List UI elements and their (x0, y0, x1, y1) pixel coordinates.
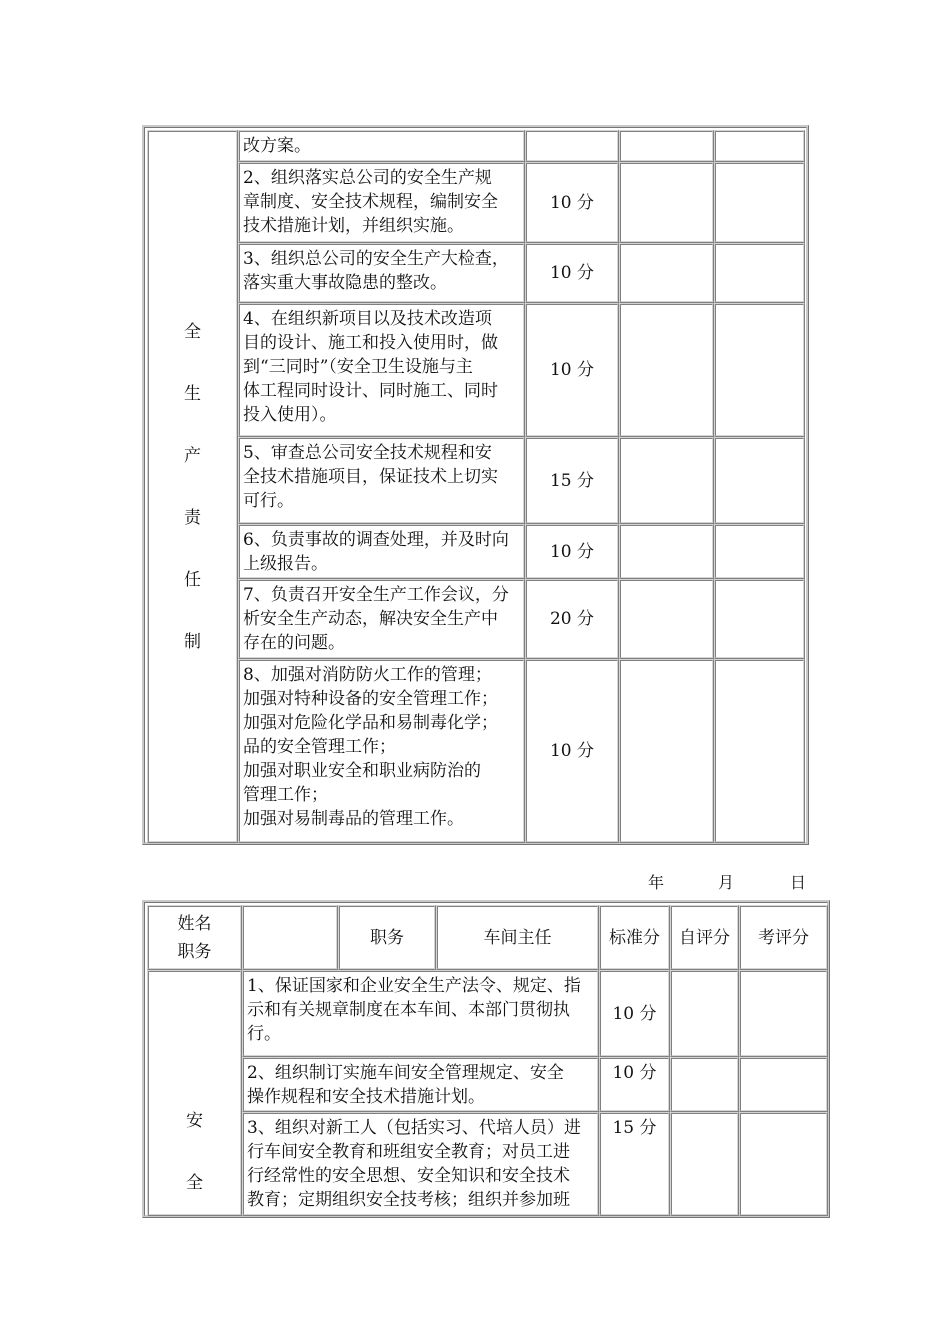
date-day: 日 (790, 873, 807, 892)
section-char: 生 (184, 383, 201, 404)
standard-score: 20 分 (525, 579, 619, 659)
position-label: 职务 (338, 905, 436, 970)
item-text: 2、组织落实总公司的安全生产规 章制度、安全技术规程，编制安全 技术措施计划，并组织实施。 (238, 162, 525, 243)
item-text: 6、负责事故的调查处理，并及时向 上级报告。 (238, 524, 525, 579)
standard-score: 10 分 (525, 162, 619, 243)
standard-score (525, 130, 619, 162)
standard-score: 10 分 (525, 524, 619, 579)
section-char: 全 (186, 1173, 203, 1193)
responsibility-table-2 (142, 900, 830, 1218)
review-score-cell[interactable] (739, 1112, 828, 1216)
standard-score: 10 分 (525, 243, 619, 303)
standard-score-header: 标准分 (599, 905, 670, 970)
item-text: 改方案。 (238, 130, 525, 162)
self-score-cell[interactable] (670, 970, 739, 1057)
standard-score: 10 分 (599, 1057, 670, 1112)
date-month: 月 (718, 873, 735, 892)
review-score-cell[interactable] (714, 303, 805, 437)
review-score-cell[interactable] (714, 162, 805, 243)
item-text: 3、组织总公司的安全生产大检查， 落实重大事故隐患的整改。 (238, 243, 525, 303)
section-char: 责 (184, 507, 201, 528)
standard-score: 10 分 (525, 303, 619, 437)
review-score-cell[interactable] (714, 243, 805, 303)
self-score-cell[interactable] (619, 524, 714, 579)
item-text: 4、在组织新项目以及技术改造项 目的设计、施工和投入使用时，做 到“三同时”（安全卫生设施与主 体工程同时设计、同时施工、同时 投入使用）。 (238, 303, 525, 437)
self-score-cell[interactable] (619, 659, 714, 843)
position-value: 车间主任 (436, 905, 599, 970)
item-text: 1、保证国家和企业安全生产法令、规定、指 示和有关规章制度在本车间、本部门贯彻执 行。 (242, 970, 599, 1057)
date-year: 年 (648, 873, 665, 892)
standard-score: 10 分 (525, 659, 619, 843)
self-score-cell[interactable] (619, 130, 714, 162)
review-score-cell[interactable] (714, 130, 805, 162)
section-label-cell (147, 130, 238, 843)
review-score-cell[interactable] (714, 437, 805, 524)
item-text: 5、审查总公司安全技术规程和安 全技术措施项目，保证技术上切实 可行。 (238, 437, 525, 524)
section-char: 制 (184, 631, 201, 652)
review-score-cell[interactable] (714, 659, 805, 843)
review-score-header: 考评分 (739, 905, 828, 970)
name-value-cell[interactable] (242, 905, 338, 970)
self-score-cell[interactable] (670, 1057, 739, 1112)
item-text: 7、负责召开安全生产工作会议，分 析安全生产动态，解决安全生产中 存在的问题。 (238, 579, 525, 659)
section-char: 安 (186, 1111, 203, 1131)
section-char: 全 (184, 321, 201, 342)
standard-score: 10 分 (599, 970, 670, 1057)
self-score-cell[interactable] (619, 243, 714, 303)
self-score-cell[interactable] (670, 1112, 739, 1216)
self-score-cell[interactable] (619, 162, 714, 243)
item-text: 3、组织对新工人（包括实习、代培人员）进 行车间安全教育和班组安全教育；对员工进 行经常性的安全思想、安全知识和安全技术 教育；定期组织安全技考核；组织并参加班 (242, 1112, 599, 1216)
name-position-label: 姓名 职务 (147, 905, 242, 970)
self-score-cell[interactable] (619, 303, 714, 437)
review-score-cell[interactable] (739, 1057, 828, 1112)
review-score-cell[interactable] (714, 579, 805, 659)
review-score-cell[interactable] (739, 970, 828, 1057)
responsibility-table-1 (142, 125, 809, 845)
self-score-cell[interactable] (619, 437, 714, 524)
section-char: 任 (184, 569, 201, 590)
review-score-cell[interactable] (714, 524, 805, 579)
self-score-cell[interactable] (619, 579, 714, 659)
item-text: 8、加强对消防防火工作的管理； 加强对特种设备的安全管理工作； 加强对危险化学品和易制毒化学； 品的安全管理工作； 加强对职业安全和职业病防治的 管理工作； 加强对易制毒品的管理工作。 (238, 659, 525, 843)
section-label-cell (147, 970, 242, 1216)
section-char: 产 (184, 445, 201, 466)
self-score-header: 自评分 (670, 905, 739, 970)
standard-score: 15 分 (525, 437, 619, 524)
item-text: 2、组织制订实施车间安全管理规定、安全 操作规程和安全技术措施计划。 (242, 1057, 599, 1112)
standard-score: 15 分 (599, 1112, 670, 1216)
